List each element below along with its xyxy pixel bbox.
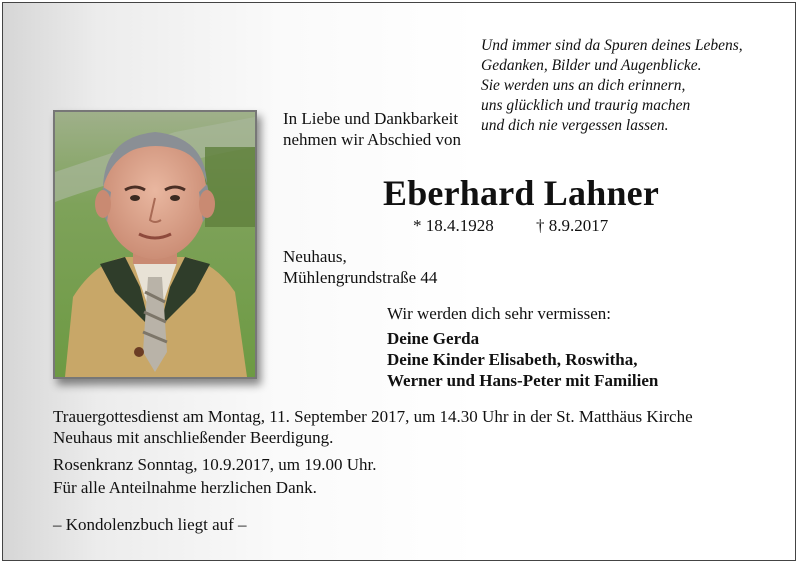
obituary-notice: [2, 2, 796, 561]
portrait-image: [55, 112, 255, 377]
farewell-intro: [283, 108, 461, 150]
mourner-line: Deine Gerda: [387, 329, 480, 348]
mourners-list: [387, 328, 658, 391]
poem-line: Und immer sind da Spuren deines Lebens,: [481, 37, 743, 54]
address-line: Neuhaus,: [283, 247, 347, 266]
address-line: Mühlengrundstraße 44: [283, 268, 438, 287]
mourner-line: Werner und Hans-Peter mit Familien: [387, 371, 659, 390]
rosary-info: Rosenkranz Sonntag, 10.9.2017, um 19.00 Uhr.: [53, 455, 377, 474]
poem-line: uns glücklich und traurig machen: [481, 97, 691, 114]
service-line: Trauergottesdienst am Montag, 11. September 2017, um 14.30 Uhr in der St. Matthäus Kirche: [53, 407, 693, 426]
funeral-service-info: [53, 406, 783, 448]
condolence-note: – Kondolenzbuch liegt auf –: [53, 515, 247, 534]
portrait-photo: [53, 110, 257, 379]
mourner-line: Deine Kinder Elisabeth, Roswitha,: [387, 350, 638, 369]
intro-line: In Liebe und Dankbarkeit: [283, 109, 459, 128]
poem-line: und dich nie vergessen lassen.: [481, 117, 669, 134]
death-date: † 8.9.2017: [536, 216, 609, 235]
deceased-name: Eberhard Lahner: [383, 173, 660, 213]
address: [283, 246, 437, 288]
mourners-intro: Wir werden dich sehr vermissen:: [387, 304, 612, 323]
life-dates: [413, 215, 608, 237]
poem-line: Sie werden uns an dich erinnern,: [481, 77, 686, 94]
memorial-poem: [481, 36, 743, 136]
poem-line: Gedanken, Bilder und Augenblicke.: [481, 57, 702, 74]
service-line: Neuhaus mit anschließender Beerdigung.: [53, 428, 334, 447]
intro-line: nehmen wir Abschied von: [283, 130, 461, 149]
thanks-text: Für alle Anteilnahme herzlichen Dank.: [53, 478, 317, 497]
birth-date: * 18.4.1928: [413, 216, 494, 235]
